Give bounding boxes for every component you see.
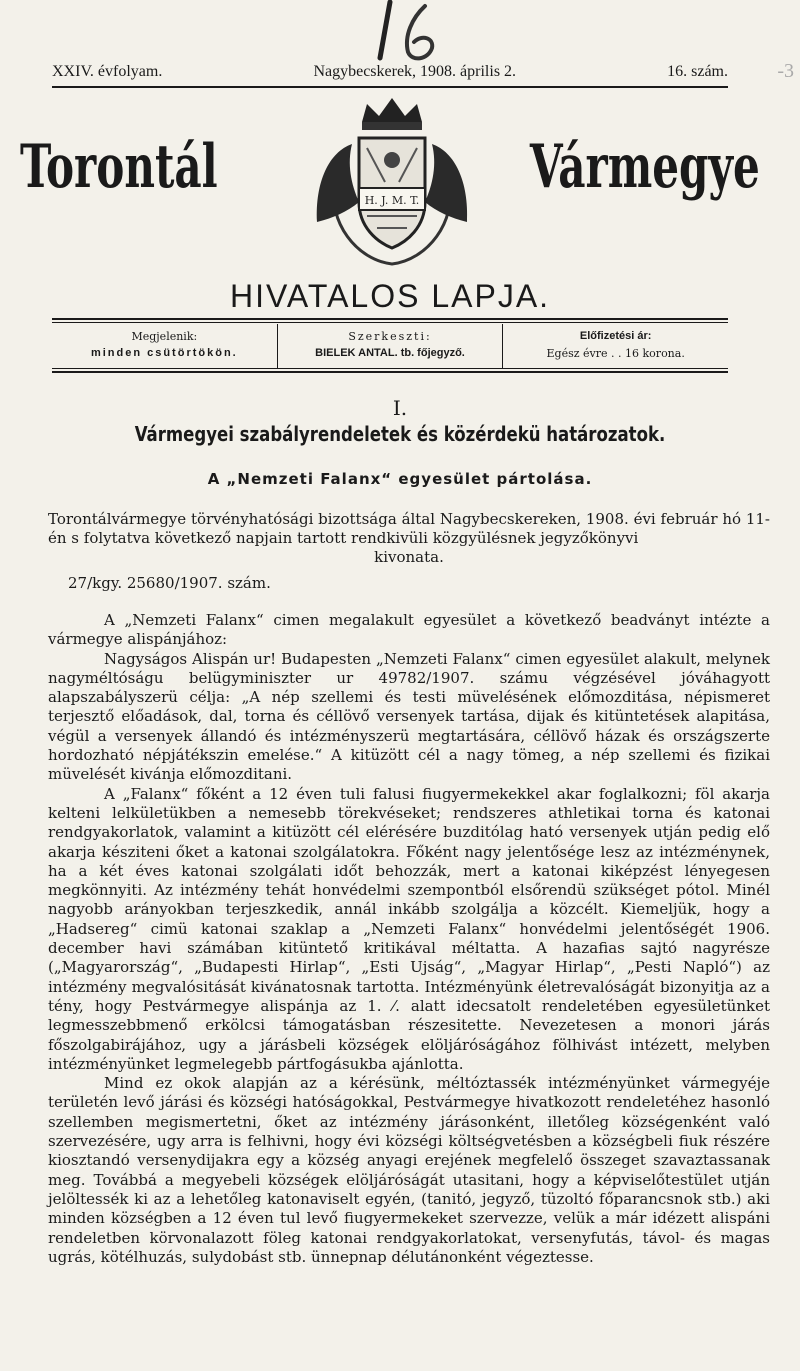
coat-of-arms-icon [307, 92, 477, 272]
editor-label: Szerkeszti: [348, 330, 432, 343]
publication-subtitle: HIVATALOS LAPJA. [229, 278, 551, 314]
title-right: Vármegye [530, 132, 760, 202]
info-bar [52, 324, 728, 368]
article-body [48, 611, 770, 1267]
section-heading: Vármegyei szabályrendeletek és közérdekü határozatok. [134, 422, 666, 446]
info-editor [277, 324, 503, 368]
place-date: Nagybecskerek, 1908. április 2. [313, 63, 517, 80]
crest-text: H. J. M. T. [364, 194, 420, 207]
paragraph: A „Falanx“ főként a 12 éven tuli falusi fiugyermekekkel akar foglalkozni; föl akarja kelteni lelkületükben a nemesebb törekvéseket; rendszeres athletikai torna és katonai rendgyakorlatok, valamint a kitüzött cél elérésére buzditólag ható versenyek utján pedig elő akarja késziteni őket a katonai szolgálatokra. Főként nagy jelentősége lesz az intézménynek, ha a két éves katonai szolgálati időt behozzák, mert a katonai kiképzést lényegesen megkönnyiti. Az intézmény tehát honvédelmi szempontból elsőrendü szükséget pótol. Minél nagyobb arányokban terjeszkedik, annál inkább szolgálja a közcélt. Kiemeljük, hogy a „Hadsereg“ cimü katonai szaklap a „Nemzeti Falanx“ honvédelmi jelentőségét 1906. december havi számában kitüntető kritikával méltatta. A hazafias sajtó nagyrésze („Magyarország“, „Budapesti Hirlap“, „Esti Ujság“, „Magyar Hirlap“, „Pesti Napló“) az intézmény megvalósitását kivánatosnak tartotta. Intézményünk életrevalóságát bizonyitja az a tény, hogy Pestvármegye alispánja az 1. ⁄. alatt idecsatolt rendeletében egyesületünket legmesszebbmenő erkölcsi támogatásban részesitette. Nevezetesen a monori járás főszolgabirájához, ugy a járásbeli községek elöljáróságához fölhivást intézett, melyben intézményünket legmelegebb pártfogásukba ajánlotta. [48, 784, 770, 1073]
header-line [52, 63, 728, 81]
editor-value: BIELEK ANTAL. tb. főjegyző. [315, 347, 465, 359]
masthead [20, 92, 760, 282]
intro-center: kivonata. [374, 548, 444, 566]
price-value: Egész évre . . 16 korona. [546, 347, 685, 360]
paragraph: Mind ez okok alapján az a kérésünk, méltóztassék intézményünket vármegyéje területén levő járási és községi hatóságokkal, Pestvármegye hivatkozott rendeletéhez hasonló szellemben megismertetni, őket az intézmény járásonként, illetőleg községenként való szervezésére, ugy arra is felhivni, hogy évi községi költségvetésben a községbeli fiuk részére kiosztandó versenydijakra egy a község anyagi erejének megfelelő összeget szavaztassanak meg. Továbbá a megyebeli községek elöljáróságát utasitani, hogy a képviselőtestület utján jelöltessék ki az a lehetőleg katonaviselt egyén, (tanitó, jegyző, tüzoltó főparancsnok stb.) aki minden községben a 12 éven tul levő fiugyermekeket szervezze, velük a már idézett alispáni rendeletben körvonalazott föleg katonai rendgyakorlatokat, versenyfutás, távol- és magas ugrás, kötélhuzás, sulydobást stb. ünnepnap délutánonként végeztesse. [48, 1074, 770, 1266]
info-price [502, 324, 728, 368]
price-label: Előfizetési ár: [579, 330, 652, 342]
header-rule [52, 86, 728, 88]
title-left: Torontál [20, 132, 218, 202]
paragraph: Nagyságos Alispán ur! Budapesten „Nemzeti Falanx“ cimen egyesület alakult, melynek nagyméltóságu belügyminiszter ur 49782/1907. számu végzésével jóváhagyott alapszabályszerü célja: „A nép szellemi és testi müvelésének előmozditása, népismeret terjesztő előadások, dal, torna és céllövő versenyek tartása, dijak és kitüntetések alapitása, végül a versenyek állandó és intézményszerü megtartására, céllövő házak és országszerte hordozható népjátékszin emelése.“ A kitüzött cél a nagy tömeg, a nép szellemi és fizikai müvelését kivánja előmozditani. [48, 649, 770, 784]
section-number: I. [392, 396, 408, 420]
appears-label: Megjelenik: [131, 330, 198, 343]
paragraph: A „Nemzeti Falanx“ cimen megalakult egyesület a következő beadványt intézte a vármegye alispánjához: [48, 611, 770, 649]
info-bottom-rule [52, 371, 728, 373]
handwritten-number-mark [370, 0, 460, 66]
intro-text: Torontálvármegye törvényhatósági bizottsága által Nagybecskereken, 1908. évi február hó 11-én s folytatva következő napjain tartott rendkivüli közgyülésnek jegyzőkönyvi [48, 510, 770, 547]
issue-number: 16. szám. [667, 63, 728, 80]
volume-number: XXIV. évfolyam. [52, 63, 163, 80]
appears-value: minden csütörtökön. [90, 347, 238, 359]
article-intro [48, 510, 770, 567]
info-top-rule-thin [52, 322, 728, 323]
reference-number: 27/kgy. 25680/1907. szám. [68, 574, 271, 592]
info-appears [52, 324, 277, 368]
info-top-rule [52, 318, 728, 320]
page-corner-mark: -3 [777, 60, 794, 82]
article-title: A „Nemzeti Falanx“ egyesület pártolása. [207, 470, 593, 488]
info-bottom-rule-thin [52, 368, 728, 369]
